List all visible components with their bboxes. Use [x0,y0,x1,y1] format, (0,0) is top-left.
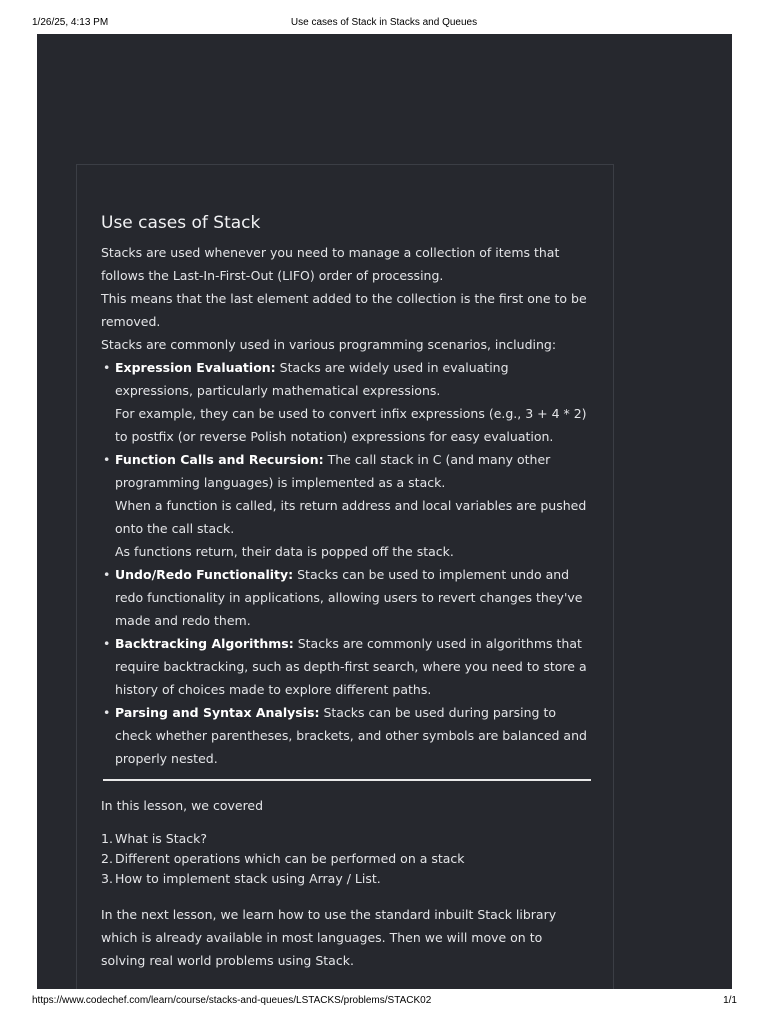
intro-paragraph [101,241,589,356]
print-header [0,0,768,34]
list-item [103,563,589,632]
print-title: Use cases of Stack in Stacks and Queues [290,17,478,28]
print-footer [0,990,768,1024]
covered-topics-list [101,829,589,889]
use-case-text: Stacks can be used to implement undo and redo functionality in applications, allowing users to revert changes they've made and redo them. [115,567,583,628]
list-item: 3. How to implement stack using Array / List. [101,871,381,886]
horizontal-divider [103,779,591,781]
use-case-text: The call stack in C (and many other programming languages) is implemented as a stack. [115,452,551,490]
intro-line: Stacks are commonly used in various programming scenarios, including: [101,337,557,352]
use-case-text: Stacks are commonly used in algorithms that require backtracking, such as depth-first search, where you need to store a history of choices made to explore different paths. [115,636,587,697]
use-case-text: As functions return, their data is popped off the stack. [115,544,454,559]
use-case-text: Stacks can be used during parsing to check whether parentheses, brackets, and other symbols are balanced and properly nested. [115,705,587,766]
list-item [103,632,589,701]
use-case-term: Function Calls and Recursion: [115,452,324,467]
use-case-term: Parsing and Syntax Analysis: [115,705,320,720]
use-case-text: When a function is called, its return address and local variables are pushed onto the call stack. [115,498,587,536]
bullet-icon: • [103,360,111,375]
lesson-heading: Use cases of Stack [101,213,261,233]
page-number: 1/1 [723,995,737,1006]
use-case-term: Backtracking Algorithms: [115,636,294,651]
bullet-icon: • [103,705,111,720]
page-content-area [37,34,732,989]
use-case-list [101,356,589,770]
covered-topic: How to implement stack using Array / List. [115,871,381,886]
list-item [103,701,589,770]
page-url: https://www.codechef.com/learn/course/stacks-and-queues/LSTACKS/problems/STACK02 [32,995,432,1006]
list-item: 2. Different operations which can be performed on a stack [101,851,465,866]
list-item [103,448,589,563]
lesson-summary-intro: In this lesson, we covered [101,798,264,813]
use-case-text: For example, they can be used to convert infix expressions (e.g., 3 + 4 * 2) to postfix (or reverse Polish notation) expressions for easy evaluation. [115,406,587,444]
next-lesson-paragraph: In the next lesson, we learn how to use the standard inbuilt Stack library which is already available in most languages. Then we will move on to solving real world problems using Stack. [101,907,557,968]
list-item [103,356,589,448]
bullet-icon: • [103,567,111,582]
bullet-icon: • [103,452,111,467]
covered-topic: What is Stack? [115,831,208,846]
use-case-text: Stacks are widely used in evaluating expressions, particularly mathematical expressions. [115,360,509,398]
bullet-icon: • [103,636,111,651]
covered-topic: Different operations which can be performed on a stack [115,851,465,866]
intro-line: This means that the last element added to the collection is the first one to be removed. [101,291,587,329]
lesson-card [76,164,614,989]
use-case-term: Expression Evaluation: [115,360,276,375]
print-date: 1/26/25, 4:13 PM [32,17,109,28]
list-item: 1. What is Stack? [101,831,208,846]
intro-line: Stacks are used whenever you need to manage a collection of items that follows the Last-In-First-Out (LIFO) order of processing. [101,245,560,283]
use-case-term: Undo/Redo Functionality: [115,567,294,582]
